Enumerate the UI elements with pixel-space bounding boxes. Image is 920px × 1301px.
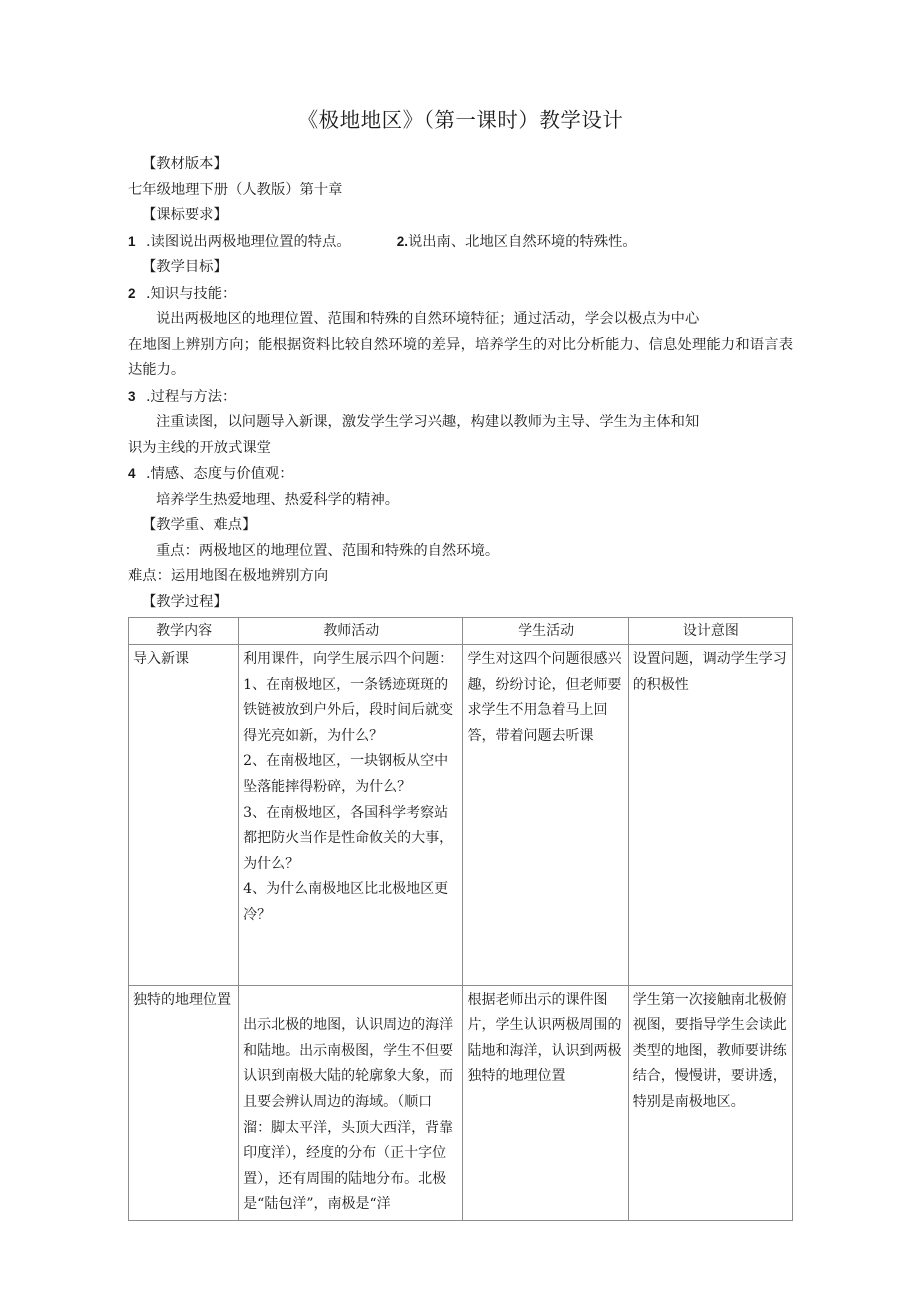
row-1-teacher-line-2: 1、在南极地区，一条锈迹斑斑的铁链被放到户外后，段时间后就变得光亮如新，为什么？ bbox=[243, 676, 454, 744]
curriculum-item-2-text: 说出南、北地区自然环境的特殊性。 bbox=[407, 233, 637, 250]
row-2-content-cell bbox=[129, 985, 239, 1220]
row-2-content-text: 独特的地理位置 bbox=[133, 991, 231, 1008]
key-point-line: 重点：两极地区的地理位置、范围和特殊的自然环境。 bbox=[156, 542, 500, 559]
goal-2-body-full: 在地图上辨别方向；能根据资料比较自然环境的差异，培养学生的对比分析能力、信息处理能力和语言表达能力。 bbox=[128, 336, 793, 378]
goal-2-body-indent: 说出两极地区的地理位置、范围和特殊的自然环境特征；通过活动，学会以极点为中心 bbox=[156, 311, 700, 327]
row-1-content-spacer bbox=[133, 673, 235, 983]
table-row bbox=[129, 985, 793, 1220]
row-2-teacher-text: 出示北极的地图，认识周边的海洋和陆地。出示南极图，学生不但要认识到南极大陆的轮廓象大象，而且要会辨认周边的海域。（顺口溜：脚太平洋，头顶大西洋，背靠印度洋），经度的分布（正十字位置），还有周围的陆地分布。北极是“陆包洋”，南极是“洋 bbox=[243, 1017, 454, 1213]
row-1-teacher-line-5: 4、为什么南极地区比北极地区更冷？ bbox=[243, 881, 449, 923]
row-2-intent-text: 学生第一次接触南北极俯视图，要指导学生会读此类型的地图，教师要讲练结合，慢慢讲，要讲透，特别是南极地区。 bbox=[632, 991, 787, 1110]
section-heading-curriculum-standard: 【课标要求】 bbox=[142, 207, 228, 223]
table-row bbox=[129, 645, 793, 986]
row-2-student-cell bbox=[463, 985, 628, 1220]
goal-3-body-full: 识为主线的开放式课堂 bbox=[128, 439, 271, 456]
goal-3-number: 3 bbox=[128, 388, 136, 404]
goal-4-body-indent: 培养学生热爱地理、热爱科学的精神。 bbox=[156, 491, 400, 508]
table-header-teacher-activity: 教师活动 bbox=[239, 618, 463, 645]
teaching-process-table bbox=[128, 617, 793, 1221]
table-header-design-intent: 设计意图 bbox=[628, 618, 792, 645]
goal-2-title-line bbox=[128, 281, 793, 308]
row-1-content-text: 导入新课 bbox=[133, 651, 189, 667]
goal-2-number: 2 bbox=[128, 285, 136, 301]
goal-4-title: .情感、态度与价值观： bbox=[146, 466, 294, 482]
row-2-student-text: 根据老师出示的课件图片，学生认识两极周围的陆地和海洋，认识到两极独特的地理位置 bbox=[467, 991, 622, 1085]
table-header-content: 教学内容 bbox=[129, 618, 239, 645]
goal-3-body-indent: 注重读图，以问题导入新课，激发学生学习兴趣，构建以教师为主导、学生为主体和知 bbox=[156, 414, 700, 430]
table-header-student-activity: 学生活动 bbox=[463, 618, 628, 645]
goal-2-title: .知识与技能： bbox=[146, 285, 237, 302]
curriculum-item-2-number: 2. bbox=[396, 233, 408, 249]
curriculum-item-1-text: .读图说出两极地理位置的特点。 bbox=[146, 233, 351, 250]
document-content bbox=[128, 105, 793, 1221]
row-2-intent-cell bbox=[628, 985, 792, 1220]
row-2-teacher-cell bbox=[239, 985, 463, 1220]
page-title: 《极地地区》（第一课时）教学设计 bbox=[297, 108, 624, 132]
section-heading-key-difficult-points: 【教学重、难点】 bbox=[142, 517, 257, 533]
section-heading-textbook-version: 【教材版本】 bbox=[142, 156, 228, 172]
row-1-teacher-cell bbox=[239, 645, 463, 986]
goal-3-title: .过程与方法： bbox=[146, 388, 237, 405]
row-1-student-text: 学生对这四个问题很感兴趣，纷纷讨论，但老师要求学生不用急着马上回答，带着问题去听课 bbox=[467, 651, 622, 744]
row-1-intent-cell bbox=[628, 645, 792, 986]
goal-3-title-line bbox=[128, 384, 793, 411]
row-1-intent-text: 设置问题，调动学生学习的积极性 bbox=[632, 651, 787, 693]
curriculum-item-1-number: 1 bbox=[128, 233, 136, 249]
section-heading-teaching-goals: 【教学目标】 bbox=[142, 259, 228, 275]
textbook-version-line: 七年级地理下册（人教版）第十章 bbox=[128, 181, 343, 198]
difficult-point-line: 难点：运用地图在极地辨别方向 bbox=[128, 568, 329, 584]
row-1-content-cell bbox=[129, 645, 239, 986]
goal-4-title-line bbox=[128, 461, 793, 488]
section-heading-teaching-process: 【教学过程】 bbox=[142, 593, 228, 610]
table-header-row bbox=[129, 618, 793, 645]
row-1-teacher-line-3: 2、在南极地区，一块钢板从空中坠落能摔得粉碎，为什么？ bbox=[243, 753, 449, 795]
curriculum-standard-items bbox=[128, 229, 793, 256]
row-1-teacher-line-4: 3、在南极地区，各国科学考察站都把防火当作是性命攸关的大事，为什么？ bbox=[243, 804, 454, 872]
row-2-teacher-leading-blank-line bbox=[243, 988, 459, 1014]
row-1-student-cell bbox=[463, 645, 628, 986]
row-1-teacher-line-1: 利用课件，向学生展示四个问题： bbox=[243, 651, 454, 667]
goal-4-number: 4 bbox=[128, 466, 136, 481]
